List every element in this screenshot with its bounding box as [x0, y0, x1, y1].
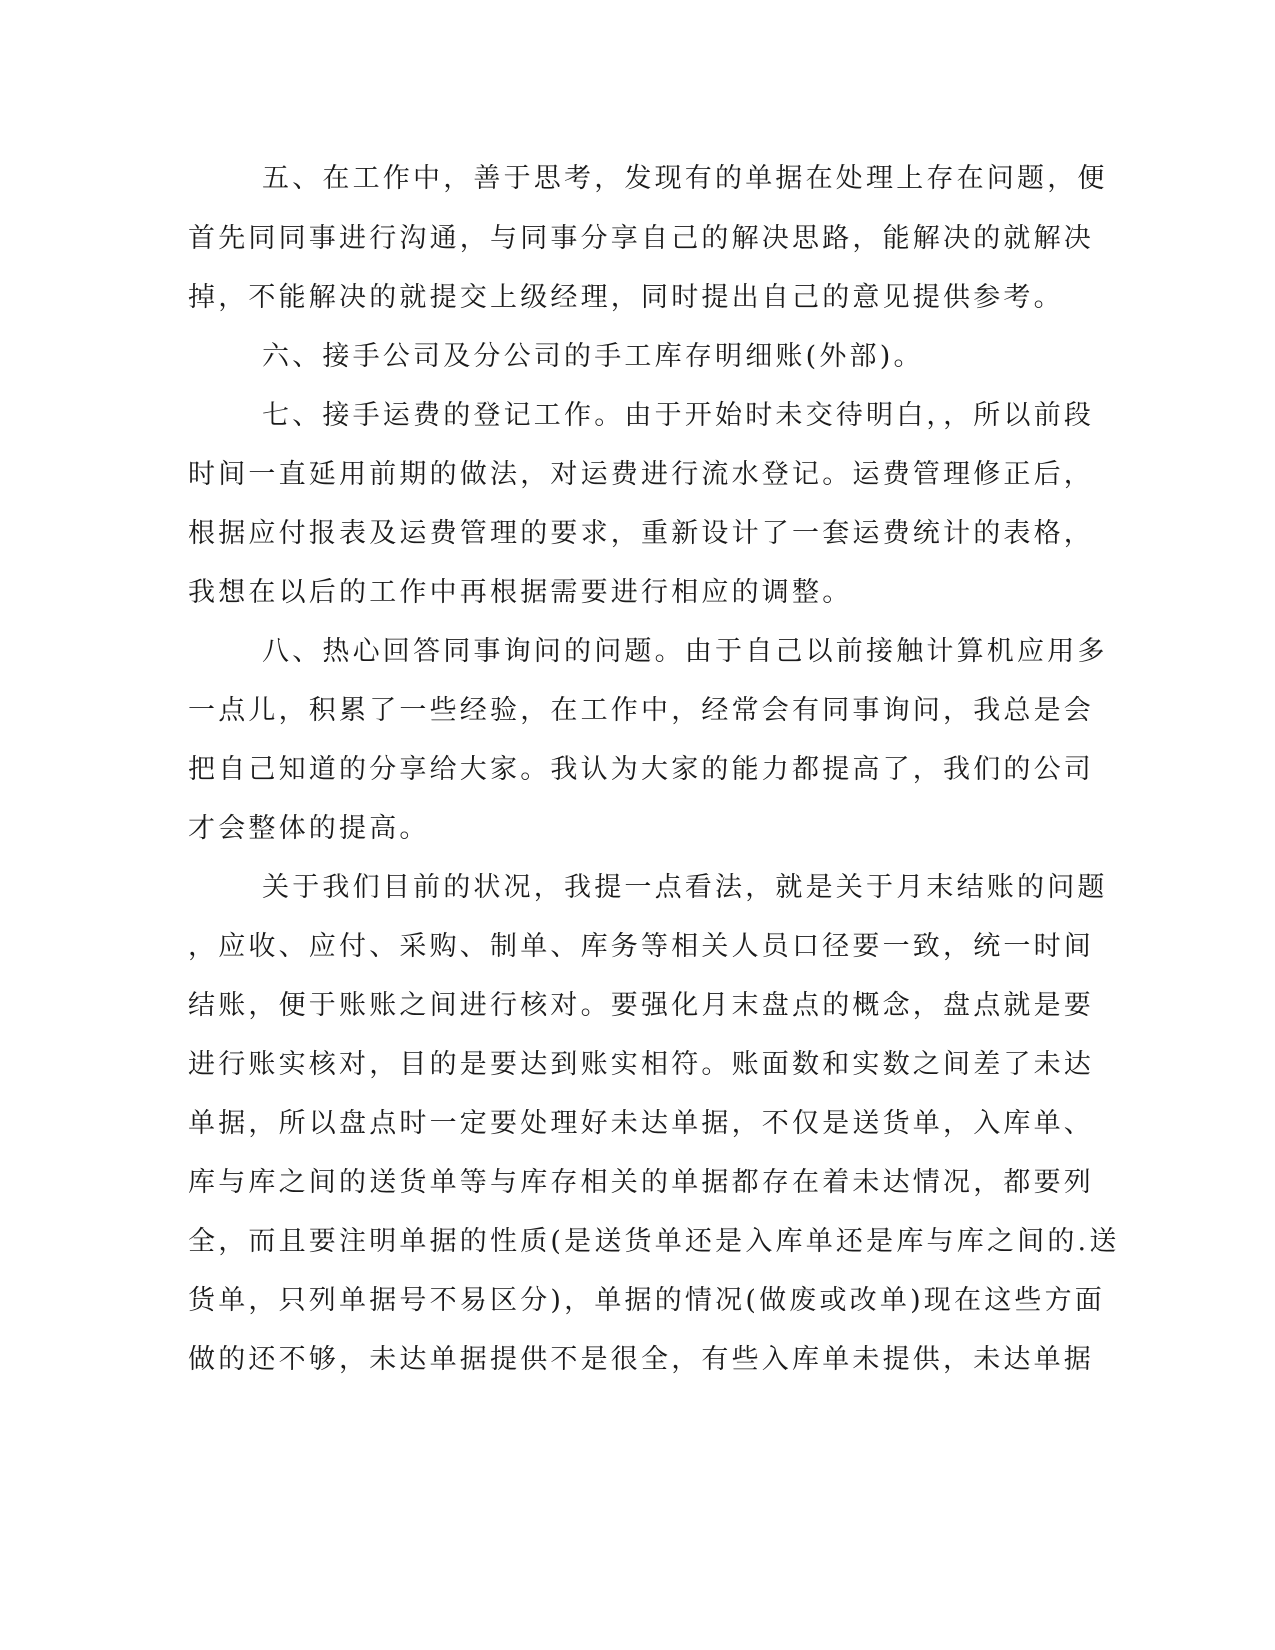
paragraph-7-line-4: 我想在以后的工作中再根据需要进行相应的调整。	[188, 577, 853, 608]
paragraph-9-line-6: 库与库之间的送货单等与库存相关的单据都存在着未达情况，都要列	[188, 1167, 1094, 1198]
paragraph-9-line-1: 关于我们目前的状况，我提一点看法，就是关于月末结账的问题	[262, 872, 1108, 903]
paragraph-9-line-5: 单据，所以盘点时一定要处理好未达单据，不仅是送货单，入库单、	[188, 1108, 1094, 1139]
paragraph-5-line-2: 首先同同事进行沟通，与同事分享自己的解决思路，能解决的就解决	[188, 223, 1094, 254]
paragraph-8-line-2: 一点儿，积累了一些经验，在工作中，经常会有同事询问，我总是会	[188, 695, 1094, 726]
paragraph-9-line-8: 货单，只列单据号不易区分)，单据的情况(做废或改单)现在这些方面	[188, 1285, 1105, 1316]
paragraph-6-line-1: 六、接手公司及分公司的手工库存明细账(外部)。	[262, 341, 924, 372]
paragraph-9-line-3: 结账，便于账账之间进行核对。要强化月末盘点的概念，盘点就是要	[188, 990, 1094, 1021]
paragraph-7-line-3: 根据应付报表及运费管理的要求，重新设计了一套运费统计的表格，	[188, 518, 1094, 549]
paragraph-9-line-4: 进行账实核对，目的是要达到账实相符。账面数和实数之间差了未达	[188, 1049, 1094, 1080]
paragraph-9-line-9: 做的还不够，未达单据提供不是很全，有些入库单未提供，未达单据	[188, 1344, 1094, 1375]
paragraph-8-line-1: 八、热心回答同事询问的问题。由于自己以前接触计算机应用多	[262, 636, 1108, 667]
paragraph-7-line-2: 时间一直延用前期的做法，对运费进行流水登记。运费管理修正后，	[188, 459, 1094, 490]
paragraph-5-line-3: 掉，不能解决的就提交上级经理，同时提出自己的意见提供参考。	[188, 282, 1064, 313]
paragraph-8-line-4: 才会整体的提高。	[188, 813, 430, 844]
paragraph-8-line-3: 把自己知道的分享给大家。我认为大家的能力都提高了，我们的公司	[188, 754, 1094, 785]
paragraph-5-line-1: 五、在工作中，善于思考，发现有的单据在处理上存在问题，便	[262, 163, 1108, 194]
paragraph-9-line-2: ，应收、应付、采购、制单、库务等相关人员口径要一致，统一时间	[188, 931, 1094, 962]
paragraph-9-line-7: 全，而且要注明单据的性质(是送货单还是入库单还是库与库之间的.送	[188, 1226, 1120, 1257]
paragraph-7-line-1: 七、接手运费的登记工作。由于开始时未交待明白，，所以前段	[262, 400, 1095, 431]
